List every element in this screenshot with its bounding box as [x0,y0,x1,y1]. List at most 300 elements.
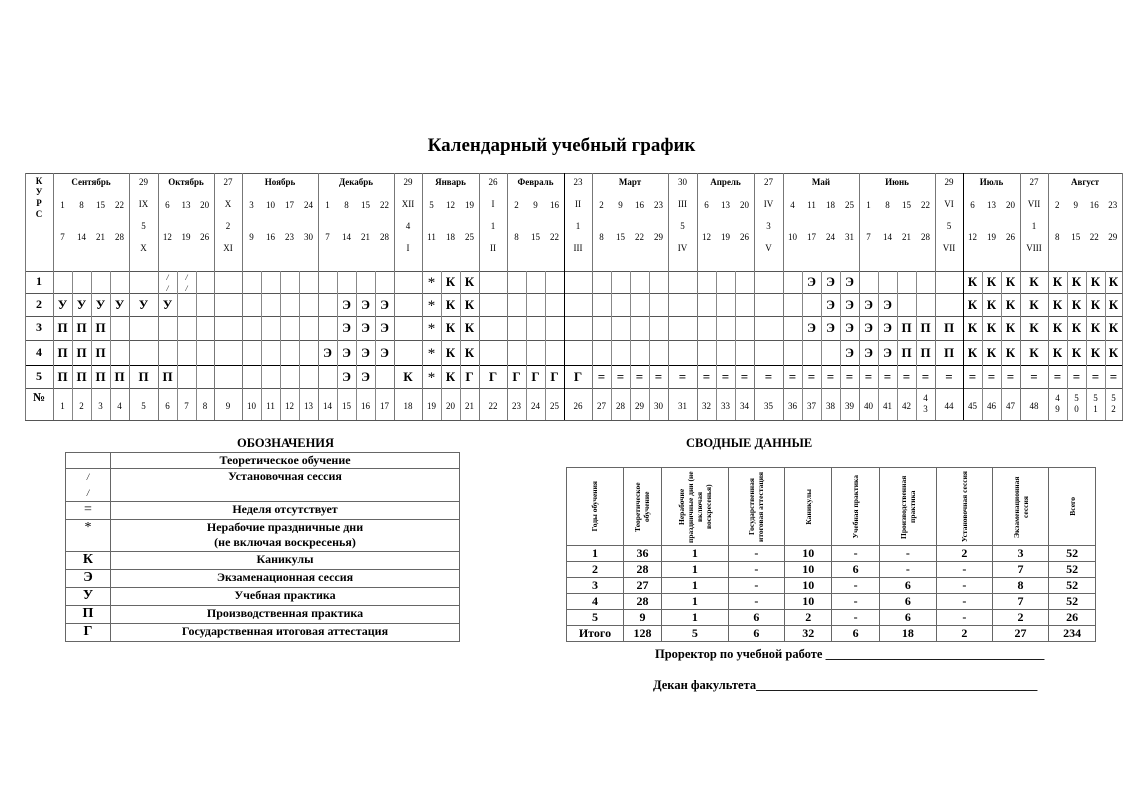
transition-week-label: XII [401,199,415,209]
week-end-date: 7 [60,232,65,242]
schedule-mark: = [807,368,816,384]
week-number: 26 [573,401,583,411]
week-start-date: 5 [429,200,434,210]
summary-cell: 1 [662,578,729,594]
week-number: 47 [1006,401,1015,411]
week-end-date: 8 [599,232,604,242]
week-start-date: 8 [79,200,84,210]
transition-week-day: 23 [573,177,583,187]
week-number: 15 [342,401,351,411]
transition-week-label: 1 [575,221,581,231]
week-start-date: 18 [826,200,835,210]
summary-cell: 2 [784,610,831,626]
schedule-mark: К [1071,274,1082,289]
transition-week-label: I [406,243,410,253]
schedule-mark: Э [826,274,835,289]
week-end-date: 8 [1055,232,1060,242]
week-number: 46 [987,401,996,411]
week-end-date: 11 [427,232,436,242]
schedule-mark: = [945,368,953,384]
legend-symbol: Г [66,624,111,642]
week-number: 35 [764,401,773,411]
summary-cell: 18 [879,626,936,642]
month-name: Апрель [710,177,741,187]
week-number: 4 3 [923,393,928,414]
schedule-mark: К [1090,274,1101,289]
legend-row [66,606,460,624]
schedule-mark: П [57,344,68,360]
summary-header [832,468,879,546]
week-number: 23 [512,401,521,411]
week-end-date: 18 [446,232,455,242]
transition-week-label: 3 [766,221,771,231]
schedule-mark: = [678,368,687,384]
schedule-mark: Э [826,296,835,312]
schedule-mark: К [464,320,475,335]
week-number: 13 [304,401,313,411]
schedule-mark: К [967,296,978,312]
summary-cell: - [879,562,936,578]
schedule-mark: * [427,345,436,362]
week-number: 25 [550,401,559,411]
schedule-mark: П [920,320,931,335]
week-number: 1 [60,401,65,411]
week-number: 5 2 [1111,393,1116,414]
week-number: 38 [826,401,835,411]
summary-header [784,468,831,546]
week-end-date: 28 [115,232,124,242]
legend-label: Теоретическое обучение [111,453,460,469]
summary-header [662,468,729,546]
week-end-date: 28 [921,232,930,242]
schedule-mark: У [76,296,87,312]
summary-header [1049,468,1096,546]
week-start-date: 13 [721,200,730,210]
summary-cell: 32 [784,626,831,642]
week-start-date: 9 [1073,200,1078,210]
summary-cell: 1 [662,594,729,610]
week-number: 41 [883,401,892,411]
summary-cell: 1 [567,546,624,562]
week-number: 44 [944,401,954,411]
transition-week-label: IV [677,243,688,253]
week-number: 40 [864,401,873,411]
grid-vline [545,271,546,420]
week-end-date: 10 [788,232,797,242]
week-number: 10 [247,401,256,411]
schedule-mark: К [464,344,475,360]
week-number: 33 [721,401,730,411]
week-number: 9 [225,401,231,411]
week-start-date: 8 [885,200,890,210]
summary-row [567,594,1096,610]
week-start-date: 2 [599,200,604,210]
week-end-date: 12 [968,232,977,242]
grid-vline [735,271,736,420]
legend-row [66,453,460,469]
schedule-mark: Э [807,320,816,335]
week-end-date: 30 [304,232,313,242]
week-end-date: 14 [883,232,892,242]
week-number: 27 [597,401,606,411]
schedule-mark: Э [342,320,351,335]
summary-cell: 2 [936,626,992,642]
schedule-mark: Э [845,296,854,312]
week-end-date: 9 [249,232,254,242]
transition-week-label: II [575,199,581,209]
schedule-mark: Г [531,368,540,384]
schedule-mark: = [864,368,873,384]
schedule-mark: П [920,344,931,360]
legend-label: Государственная итоговая аттестация [111,624,460,642]
course-row-label: 5 [36,368,42,383]
transition-week-label: VII [942,243,956,253]
schedule-mark: Э [323,344,332,360]
summary-header [567,468,624,546]
transition-week-label: I [491,199,495,209]
week-end-date: 14 [77,232,86,242]
schedule-mark: = [1053,368,1062,384]
summary-cell: 6 [879,594,936,610]
schedule-mark: Г [573,368,583,384]
schedule-mark: П [943,320,955,335]
installation-session-mark: / / [185,273,188,293]
schedule-mark: Э [883,296,892,312]
week-end-date: 22 [550,232,559,242]
summary-cell: - [832,594,879,610]
week-start-date: 12 [446,200,455,210]
schedule-mark: К [464,296,475,312]
summary-cell: 5 [662,626,729,642]
transition-week-day: 29 [403,177,413,187]
legend-table [65,452,460,642]
schedule-mark: К [1029,320,1039,335]
legend-row [66,502,460,520]
transition-week-day: 29 [139,177,148,187]
summary-cell: - [936,578,992,594]
month-name: Сентябрь [71,177,111,187]
summary-cell: 6 [879,610,936,626]
week-number: 4 9 [1055,393,1060,414]
week-start-date: 24 [304,200,313,210]
schedule-mark: П [76,368,87,384]
schedule-mark: Э [361,296,370,312]
week-end-date: 19 [181,232,191,242]
week-end-date: 22 [635,232,644,242]
week-start-date: 1 [60,200,65,210]
number-row-label: № [32,390,46,404]
week-number: 12 [285,401,294,411]
summary-cell: 28 [623,594,661,610]
week-start-date: 22 [380,200,389,210]
grid-hline [25,388,1123,389]
schedule-mark: Э [361,368,370,384]
schedule-mark: Э [864,320,873,335]
summary-cell: - [728,578,784,594]
week-end-date: 19 [987,232,996,242]
week-number: 28 [616,401,625,411]
summary-header-text: Каникулы [803,488,813,525]
week-start-date: 1 [866,200,871,210]
schedule-mark: П [76,320,87,335]
week-start-date: 2 [514,200,519,210]
week-number: 17 [380,401,389,411]
summary-cell: 6 [728,610,784,626]
grid-vline [716,271,717,420]
month-name: Май [811,177,831,187]
schedule-mark: = [1006,368,1015,384]
schedule-mark: К [1071,296,1082,312]
week-start-date: 1 [325,200,330,210]
signature-prorector[interactable]: Проректор по учебной работе ___________________________________ [655,647,1045,661]
schedule-mark: К [1052,296,1063,312]
schedule-mark: К [1029,296,1039,312]
summary-cell: 6 [832,626,879,642]
legend-row [66,570,460,588]
schedule-mark: К [1108,274,1119,289]
week-number: 21 [465,401,474,411]
summary-cell: 27 [623,578,661,594]
schedule-mark: К [1005,344,1016,360]
week-end-date: 12 [702,232,711,242]
legend-label: Учебная практика [111,588,460,606]
schedule-mark: К [445,320,456,335]
transition-week-label: VIII [1026,243,1042,253]
course-row-label: 1 [36,274,42,288]
summary-cell: - [728,562,784,578]
legend-symbol [66,453,111,469]
week-end-date: 26 [1006,232,1015,242]
week-end-date: 22 [1089,232,1099,242]
signature-dean[interactable]: Декан факультета_____________________________________________ [653,678,1038,692]
week-number: 34 [740,401,749,411]
schedule-mark: = [921,368,930,384]
schedule-mark: П [95,344,106,360]
week-end-date: 15 [1071,232,1081,242]
schedule-mark: П [95,320,106,335]
summary-cell: 4 [567,594,624,610]
legend-row [66,624,460,642]
week-number: 22 [488,401,498,411]
schedule-mark: У [57,296,68,312]
schedule-mark: К [1005,274,1016,289]
week-number: 30 [654,401,663,411]
transition-week-label: 5 [680,221,685,231]
schedule-mark: Э [380,320,389,335]
week-end-date: 7 [325,232,330,242]
schedule-mark: П [114,368,125,384]
schedule-mark: К [986,274,997,289]
summary-cell: 1 [662,546,729,562]
month-name: Ноябрь [264,177,296,187]
schedule-mark: К [1108,320,1119,335]
week-end-date: 12 [162,232,172,242]
summary-cell: - [832,546,879,562]
summary-cell: - [879,546,936,562]
schedule-mark: = [902,368,911,384]
schedule-mark: К [1029,344,1039,360]
schedule-mark: = [968,368,977,384]
summary-cell: 52 [1049,578,1096,594]
summary-header [992,468,1048,546]
week-number: 3 [98,401,103,411]
transition-week-label: 5 [141,221,146,231]
transition-week-day: 27 [764,177,773,187]
summary-row [567,546,1096,562]
summary-title: СВОДНЫЕ ДАННЫЕ [686,436,813,450]
schedule-mark: К [403,368,413,384]
schedule-mark: * [427,369,436,386]
week-start-date: 17 [285,200,294,210]
week-end-date: 17 [807,232,816,242]
summary-cell: 9 [623,610,661,626]
schedule-mark: Э [380,296,389,312]
summary-cell: 52 [1049,562,1096,578]
schedule-mark: К [1071,320,1082,335]
course-row-label: 4 [36,344,42,359]
legend-label: Производственная практика [111,606,460,624]
schedule-mark: = [826,368,835,384]
month-name: Февраль [517,177,554,187]
schedule-mark: У [114,296,125,312]
month-name: Август [1070,177,1100,187]
schedule-mark: К [445,344,456,360]
summary-cell: 28 [623,562,661,578]
summary-cell: - [832,610,879,626]
month-name: Март [618,177,642,187]
week-start-date: 20 [1006,200,1015,210]
week-number: 19 [427,401,436,411]
week-end-date: 21 [902,232,911,242]
summary-cell: 52 [1049,594,1096,610]
schedule-mark: = [597,368,606,384]
transition-week-day: 27 [223,177,233,187]
transition-week-day: 26 [488,177,498,187]
week-start-date: 23 [654,200,663,210]
grid-hline [25,173,1123,174]
week-start-date: 22 [921,200,930,210]
schedule-mark: К [445,368,456,384]
grid-vline [242,173,243,420]
grid-hline [25,316,1123,317]
summary-row [567,562,1096,578]
schedule-mark: К [967,344,978,360]
month-name: Июль [979,177,1004,187]
week-number: 48 [1029,401,1039,411]
summary-header [936,468,992,546]
schedule-mark: Э [361,320,370,335]
course-header-letter: К [35,176,43,186]
schedule-mark: Г [512,368,521,384]
week-end-date: 28 [380,232,389,242]
summary-cell: - [936,562,992,578]
week-start-date: 25 [845,200,854,210]
summary-cell: 27 [992,626,1048,642]
summary-cell: Итого [567,626,624,642]
summary-cell: - [936,594,992,610]
week-start-date: 10 [266,200,275,210]
week-start-date: 16 [1089,200,1099,210]
course-header-letter: С [35,209,43,219]
schedule-mark: = [721,368,730,384]
summary-header-text: Нерабочие праздничные дни (не включая воскресенья) [676,470,713,543]
summary-header [728,468,784,546]
summary-header-text: Установочная сессия [959,470,969,543]
week-start-date: 15 [96,200,105,210]
summary-header-text: Годы обучения [590,481,600,532]
summary-row [567,610,1096,626]
schedule-mark: П [138,368,149,384]
transition-week-day: 29 [944,177,954,187]
week-start-date: 13 [181,200,191,210]
schedule-mark: * [427,321,436,337]
schedule-mark: П [901,320,912,335]
schedule-mark: Э [361,344,370,360]
summary-cell: 234 [1049,626,1096,642]
month-name: Январь [435,177,466,187]
grid-vline [318,173,319,420]
summary-table [566,467,1096,642]
week-end-date: 16 [266,232,275,242]
week-start-date: 19 [465,200,474,210]
week-number: 4 [117,401,122,411]
transition-week-label: 1 [1031,221,1037,231]
week-end-date: 26 [200,232,210,242]
schedule-mark: = [1072,368,1081,384]
grid-vline [196,271,197,420]
schedule-mark: К [1005,296,1016,312]
month-name: Июнь [885,177,909,187]
week-number: 2 [79,401,84,411]
legend-label: Экзаменационная сессия [111,570,460,588]
week-number: 5 0 [1074,393,1079,414]
grid-vline [821,271,822,420]
week-number: 18 [403,401,413,411]
summary-cell: 6 [832,562,879,578]
calendar-grid [25,173,1123,420]
schedule-mark: = [1109,368,1118,384]
transition-week-label: IV [763,199,774,209]
week-number: 5 [141,401,146,411]
week-start-date: 22 [115,200,124,210]
legend-title: ОБОЗНАЧЕНИЯ [237,436,335,450]
grid-vline [299,271,300,420]
week-end-date: 19 [721,232,730,242]
course-header-letter: Р [36,198,42,208]
legend-symbol: / / [66,469,111,502]
week-start-date: 15 [902,200,911,210]
schedule-mark: Э [864,296,873,312]
grid-vline [630,271,631,420]
summary-cell: 5 [567,610,624,626]
summary-total-row [567,626,1096,642]
week-end-date: 29 [1108,232,1118,242]
week-start-date: 6 [970,200,975,210]
schedule-mark: К [1108,344,1119,360]
grid-vline [261,271,262,420]
schedule-mark: П [57,320,68,335]
summary-cell: 7 [992,562,1048,578]
week-end-date: 21 [361,232,370,242]
summary-header-text: Теоретическое обучение [633,481,652,532]
summary-cell: 128 [623,626,661,642]
legend-label: Неделя отсутствует [111,502,460,520]
schedule-mark: К [1005,320,1016,335]
summary-cell: - [936,610,992,626]
week-start-date: 13 [987,200,996,210]
schedule-mark: = [987,368,996,384]
week-start-date: 4 [790,200,795,210]
